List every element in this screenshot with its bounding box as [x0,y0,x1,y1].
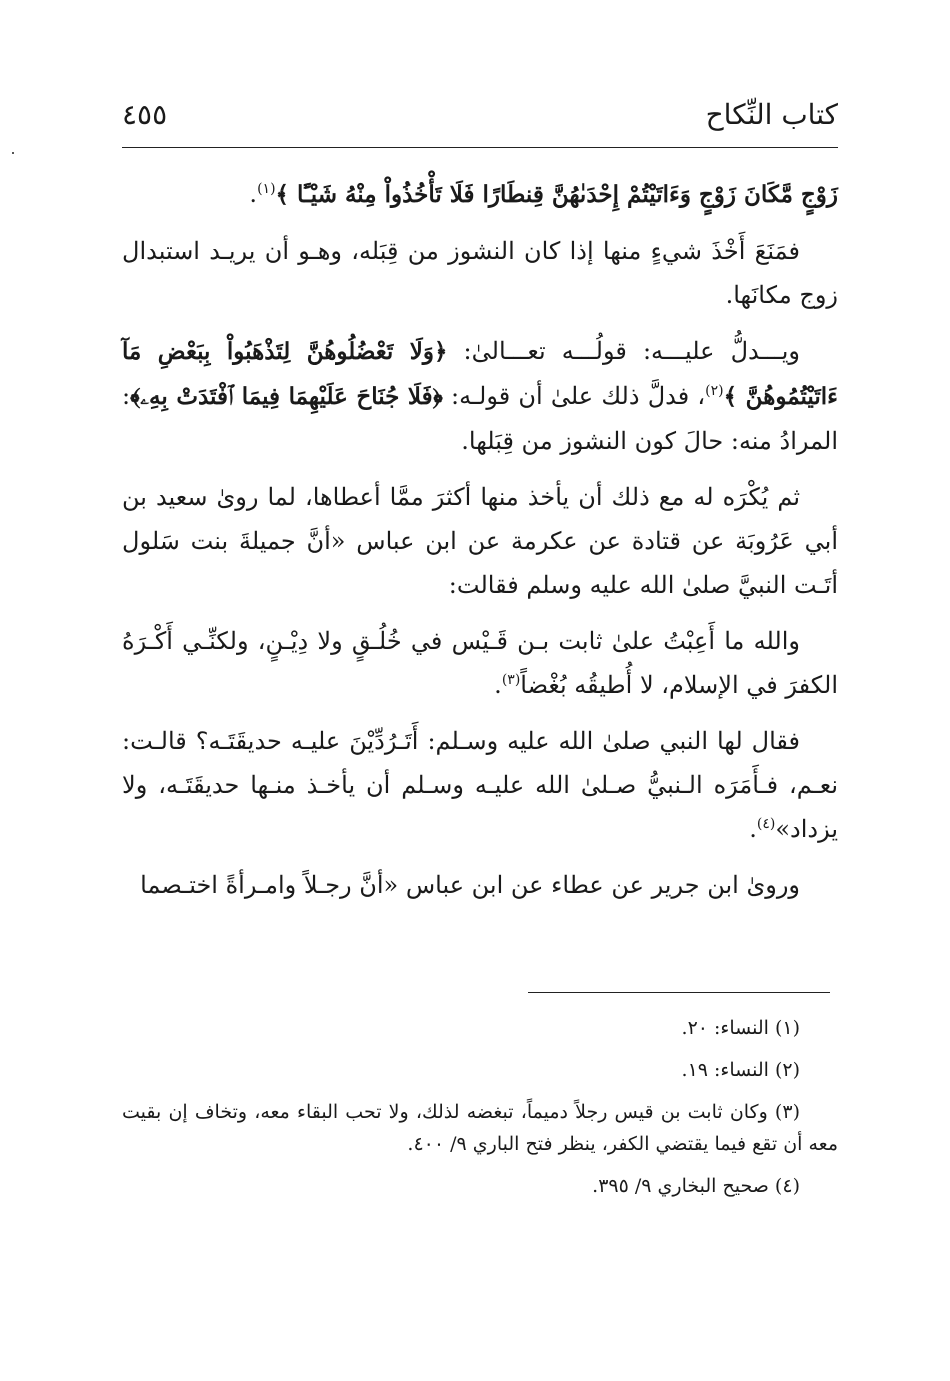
punctuation: . [249,180,258,208]
punctuation: . [494,671,502,699]
paragraph-quote [122,619,838,707]
text-run: والله ما أَعِبْتُ علىٰ ثابت بـن قَـيْس في خُلُـقٍ ولا دِيْـنٍ، ولكنِّـي أَكْـرَهُ الكفرَ في الإسلام، لا أُطيقُه بُغْضاً [122,627,838,699]
page-number: ٤٥٥ [122,98,168,131]
page-header [122,96,838,144]
footnote-marker: (٣) [501,672,521,688]
header-rule [122,147,838,148]
text-run: : المرادُ منه: حالَ كون النشوز من قِبَلها. [122,382,838,455]
quran-verse: ﴿وَلَا تَعْضُلُوهُنَّ لِتَذْهَبُواْ بِبَعْضِ مَآ ءَاتَيْتُمُوهُنَّ ﴾ [122,338,838,410]
paragraph-quran-verse [122,172,838,217]
footnote-marker: (٢) [705,383,724,399]
paragraph-evidence [122,329,838,463]
main-text [122,172,838,919]
quran-verse: ﴿فَلَا جُنَاحَ عَلَيْهِمَا فِيمَا ٱفْتَدَتْ بِهِۦ﴾ [130,383,443,410]
paragraph: وروىٰ ابن جرير عن عطاء عن ابن عباس «أنَّ رجـلاً وامـرأةً اختـصما [140,871,800,899]
paragraph: ثم يُكْرَه له مع ذلك أن يأخذ منها أكثرَ ممَّا أعطاها، لما روىٰ سعيد بن أبي عَرُوبَة عن قتادة عن عكرمة عن ابن عباس «أنَّ جميلةَ بنت سَلول أتَـت النبيَّ صلىٰ الله عليه وسلم فقالت: [122,483,838,599]
footnote-marker: (١) [257,181,276,197]
footnote: (٣) وكان ثابت بن قيس رجلاً دميماً، تبغضه لذلك، ولا تحب البقاء معه، وتخاف إن بقيت معه أن تقع فيما يقتضي الكفر، ينظر فتح الباري ٩/ ٤٠٠. [122,1101,838,1155]
footnote-separator [528,992,830,993]
text-run: فقال لها النبي صلىٰ الله عليه وسـلم: أَتَـرُدِّيْنَ عليـه حديقَتَـه؟ قالـت: نعـم، فـأَمَرَه الـنبيُّ صـلىٰ الله عليـه وسـلم أن يأخـذ منـها حديقَتَـه، ولا يزداد» [122,727,838,843]
paragraph: فمَنَعَ أَخْذَ شيءٍ منها إذا كان النشوز من قِبَله، وهـو أن يريـد استبدال زوج مكانَها. [122,237,838,309]
footnotes [122,1012,838,1212]
paragraph-quote [122,719,838,851]
footnote: (٢) النساء: ١٩. [681,1059,800,1081]
footnote: (١) النساء: ٢٠. [681,1017,800,1039]
text-run: ويـــدلُّ عليـــه: قولُـــه تعـــالىٰ: [447,337,800,365]
scan-speck [12,152,14,154]
quran-verse: زَوْجٍ مَّكَانَ زَوْجٍ وَءَاتَيْتُمْ إِحْدَىٰهُنَّ قِنطَارًا فَلَا تَأْخُذُواْ مِنْهُ شَيْـًٔا ﴾ [275,181,838,208]
running-title: كتاب النِّكاح [705,98,838,131]
text-run: ، فدلَّ ذلك علىٰ أن قولـه: [442,382,706,410]
footnote-marker: (٤) [756,816,776,832]
punctuation: . [749,815,757,843]
footnote: (٤) صحيح البخاري ٩/ ٣٩٥. [592,1175,800,1197]
